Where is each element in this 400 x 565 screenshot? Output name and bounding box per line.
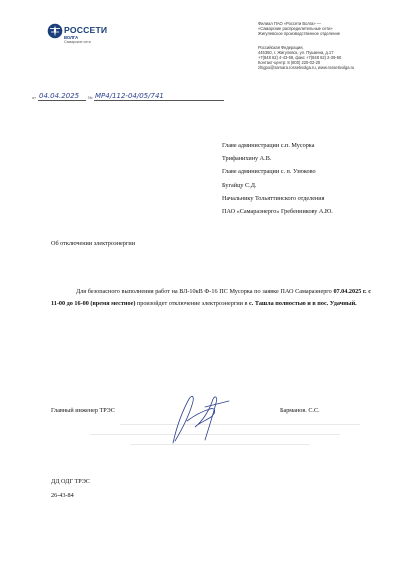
addressee-line: Начальнику Тольяттинского отделения — [222, 194, 325, 202]
date-underline — [38, 100, 86, 101]
signer-title: Главный инженер ТРЭС — [51, 407, 115, 414]
rosseti-logo — [47, 23, 117, 49]
addressee-line: Главе администрации с.п. Мусорка — [222, 142, 315, 149]
body-text-part: Для безопасного выполнения работ на ВЛ-10кВ Ф-16 ПС Мусорка по заявке ПАО Самараэнерго — [76, 288, 334, 295]
sender-line: Жигулевское производственное отделение — [258, 31, 341, 37]
number-underline — [94, 100, 224, 101]
registration-number: МР4/112-04/05/741 — [95, 92, 164, 100]
sender-line: 445350, г. Жигулевск, ул. Пушкина, д.17 — [258, 49, 334, 55]
brand-branch: Самарские сети — [64, 40, 91, 44]
outage-time: 07.04.2025 г. с 11-00 до 16-00 (время местное) — [51, 288, 371, 307]
sender-line: +7(848 62) 4-43-59, факс +7(848 62) 2-39-50 — [258, 55, 342, 61]
sender-line: Российская Федерация, — [258, 44, 304, 50]
faint-line — [120, 424, 360, 425]
signer-name: Барманов. С.С. — [280, 407, 320, 414]
executor-phone: 26-43-84 — [51, 492, 74, 499]
rosseti-logo-icon — [47, 23, 63, 39]
sender-line: zhigpo@samara.rossetivolga.ru, www.rossetivolga.ru — [258, 65, 355, 71]
handwritten-signature — [165, 385, 235, 450]
from-label: от — [32, 95, 36, 100]
outage-places: с. Ташла полностью и в пос. Удачный. — [249, 300, 357, 307]
sender-line: Филиал ПАО «Россети Волга» — — [258, 21, 321, 26]
body-paragraph — [51, 286, 371, 310]
sender-block — [258, 21, 393, 71]
addressee-line: Трифанихину А.В. — [222, 155, 272, 163]
sender-gap — [258, 37, 393, 45]
letter-body — [51, 286, 371, 310]
sender-line: «Самарские распределительные сети» — [258, 26, 333, 32]
addressee-line: Бугайцу С.Д. — [222, 181, 257, 189]
body-text-part: произойдет отключение электроэнергии в — [135, 300, 250, 307]
sender-line: Контакт-центр: 8 (800) 220-02-20 — [258, 60, 321, 66]
executor-name: ДД ОДГ ТРЭС — [51, 478, 90, 485]
registration-line — [32, 92, 242, 104]
addressee-line: Главе администрации с. п. Узюково — [222, 168, 316, 176]
brand-name: РОССЕТИ — [64, 25, 108, 35]
addressee-line: ПАО «Самараэнерго» Гребенникову А.Ю. — [222, 208, 333, 216]
brand-subtitle: ВОЛГА — [64, 35, 79, 40]
registration-date: 04.04.2025 — [39, 92, 80, 100]
letter-subject: Об отключении электроэнергии — [51, 240, 136, 247]
number-label: № — [88, 95, 93, 100]
addressee-block — [222, 139, 333, 218]
